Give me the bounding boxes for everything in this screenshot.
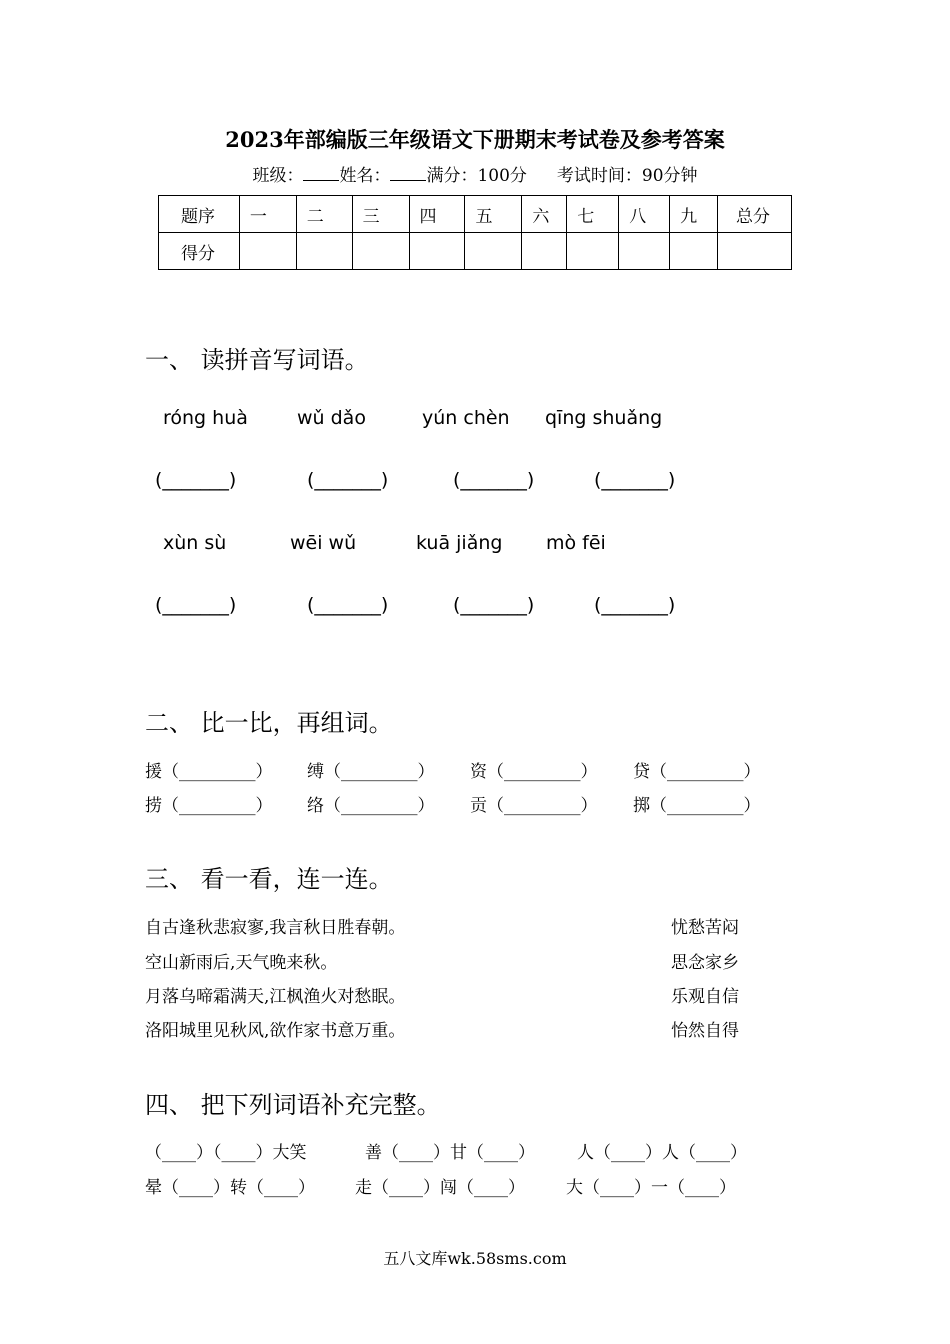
header-cell: 总分	[718, 196, 792, 233]
idiom-item[interactable]: 大（____）一（____）	[566, 1178, 736, 1198]
compare-item[interactable]: 资（_________）	[470, 762, 598, 782]
score-cell[interactable]	[567, 233, 619, 270]
score-cell[interactable]	[465, 233, 522, 270]
pinyin-item: kuā jiǎng	[416, 532, 503, 554]
header-cell: 一	[239, 196, 296, 233]
full-score: 满分：100分	[426, 166, 527, 186]
pinyin-item: wēi wǔ	[290, 532, 357, 554]
class-label: 班级：	[252, 166, 304, 186]
section-1-heading: 一、 读拼音写词语。	[145, 346, 369, 374]
idiom-item[interactable]: 善（____）甘（____）	[365, 1143, 535, 1163]
answer-blank[interactable]: (_______)	[307, 594, 389, 616]
poem-line[interactable]: 自古逢秋悲寂寥,我言秋日胜春朝。	[145, 918, 406, 938]
score-cell[interactable]	[670, 233, 718, 270]
score-row-label: 得分	[159, 233, 240, 270]
answer-blank[interactable]: (_______)	[155, 469, 237, 491]
exam-time: 考试时间：90分钟	[556, 166, 698, 186]
score-cell[interactable]	[718, 233, 792, 270]
score-table-header-row	[159, 196, 792, 233]
score-table	[158, 195, 792, 270]
answer-blank[interactable]: (_______)	[453, 594, 535, 616]
header-cell: 四	[409, 196, 465, 233]
compare-item[interactable]: 援（_________）	[145, 762, 273, 782]
compare-item[interactable]: 贡（_________）	[470, 796, 598, 816]
answer-blank[interactable]: (_______)	[594, 469, 676, 491]
header-cell: 七	[567, 196, 619, 233]
score-cell[interactable]	[619, 233, 670, 270]
compare-item[interactable]: 络（_________）	[307, 796, 435, 816]
header-cell: 题序	[159, 196, 240, 233]
pinyin-item: xùn sù	[163, 532, 227, 554]
score-cell[interactable]	[522, 233, 567, 270]
header-cell: 二	[296, 196, 352, 233]
header-cell: 九	[670, 196, 718, 233]
mood-item[interactable]: 忧愁苦闷	[671, 918, 739, 938]
exam-info	[0, 161, 950, 186]
compare-item[interactable]: 掷（_________）	[633, 796, 761, 816]
name-label: 姓名：	[339, 166, 391, 186]
score-table-score-row	[159, 233, 792, 270]
mood-item[interactable]: 怡然自得	[671, 1021, 739, 1041]
header-cell: 三	[352, 196, 409, 233]
idiom-item[interactable]: 走（____）闯（____）	[355, 1178, 525, 1198]
answer-blank[interactable]: (_______)	[155, 594, 237, 616]
poem-line[interactable]: 空山新雨后,天气晚来秋。	[145, 953, 338, 973]
pinyin-item: yún chèn	[422, 407, 510, 429]
pinyin-item: róng huà	[163, 407, 248, 429]
pinyin-item: mò fēi	[546, 532, 606, 554]
compare-item[interactable]: 贷（_________）	[633, 762, 761, 782]
footer-watermark: 五八文库wk.58sms.com	[383, 1249, 567, 1268]
score-cell[interactable]	[239, 233, 296, 270]
poem-line[interactable]: 洛阳城里见秋风,欲作家书意万重。	[145, 1021, 406, 1041]
answer-blank[interactable]: (_______)	[594, 594, 676, 616]
section-4-heading: 四、 把下列词语补充完整。	[145, 1091, 441, 1119]
compare-item[interactable]: 捞（_________）	[145, 796, 273, 816]
pinyin-item: wǔ dǎo	[297, 407, 366, 429]
section-2-heading: 二、 比一比，再组词。	[145, 709, 393, 737]
score-cell[interactable]	[296, 233, 352, 270]
mood-item[interactable]: 乐观自信	[671, 987, 739, 1007]
answer-blank[interactable]: (_______)	[307, 469, 389, 491]
page-title: 2023年部编版三年级语文下册期末考试卷及参考答案	[225, 127, 725, 152]
mood-item[interactable]: 思念家乡	[671, 953, 739, 973]
score-cell[interactable]	[352, 233, 409, 270]
class-blank	[303, 166, 339, 181]
answer-blank[interactable]: (_______)	[453, 469, 535, 491]
section-3-heading: 三、 看一看，连一连。	[145, 865, 393, 893]
header-cell: 八	[619, 196, 670, 233]
poem-line[interactable]: 月落乌啼霜满天,江枫渔火对愁眠。	[145, 987, 406, 1007]
score-cell[interactable]	[409, 233, 465, 270]
header-cell: 五	[465, 196, 522, 233]
header-cell: 六	[522, 196, 567, 233]
idiom-item[interactable]: 人（____）人（____）	[577, 1143, 747, 1163]
compare-item[interactable]: 缚（_________）	[307, 762, 435, 782]
name-blank	[390, 166, 426, 181]
pinyin-item: qīng shuǎng	[545, 407, 663, 429]
idiom-item[interactable]: 晕（____）转（____）	[145, 1178, 315, 1198]
idiom-item[interactable]: （____）（____）大笑	[145, 1143, 307, 1163]
